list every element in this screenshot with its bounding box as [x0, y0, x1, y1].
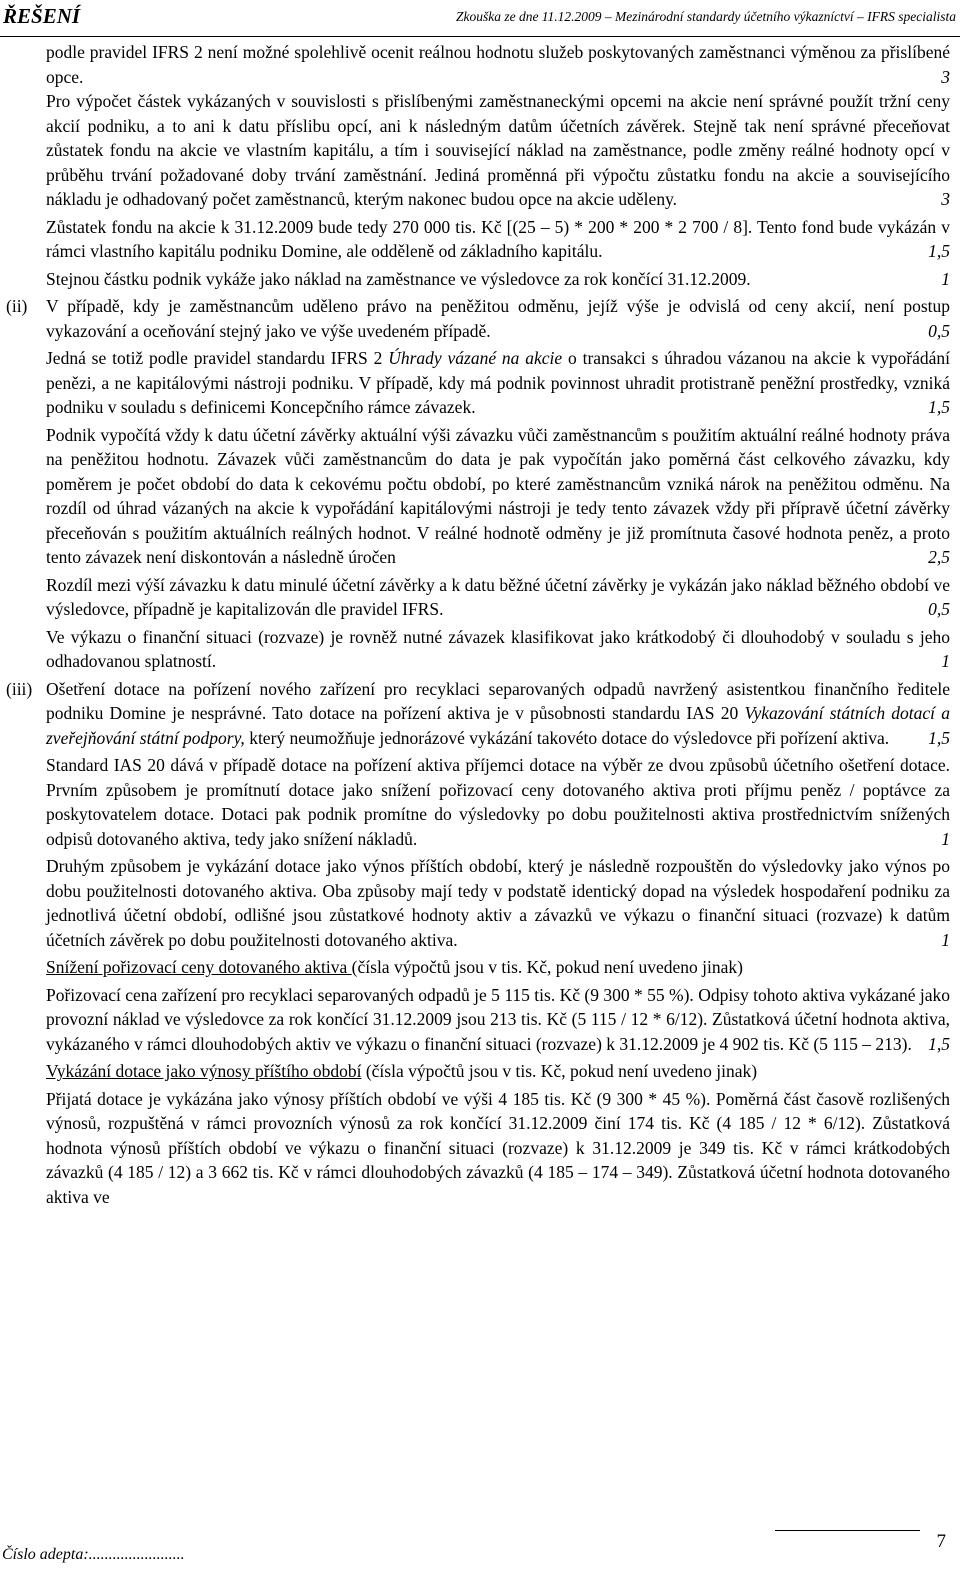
points: 1,5 [928, 1033, 950, 1054]
text: podle pravidel IFRS 2 není možné spolehlivě ocenit reálnou hodnotu služeb poskytovaných zaměstnanci výměnou za přislíbené opce. [46, 42, 950, 87]
text: Podnik vypočítá vždy k datu účetní závěrky aktuální výši závazku vůči zaměstnancům s použitím aktuální reálné hodnoty práva na peněžitou hodnotu. Závazek vůči zaměstnancům do data je pak vypočítán jako poměrná část celkového závazku, kdy poměrem je počet období do data k cekovému počtu období, po které zaměstnancům vzniká nárok na peněžitou odměnu. Na rozdíl od úhrad vázaných na akcie k vypořádání kapitálovými nástroji je tedy tento závazek vždy při přípravě účetní závěrky přeceňován s použitím aktuálních reálných hodnot. V reálné hodnotě odměny je již promítnuta časové hodnota peněz, a proto tento závazek není diskontován a následně úročen [46, 424, 950, 567]
header-exam-info: Zkouška ze dne 11.12.2009 – Mezinárodní standardy účetního výkazníctví – IFRS specialista [455, 9, 956, 24]
points: 1 [941, 929, 950, 950]
points: 0,5 [928, 320, 950, 341]
paragraph [0, 294, 960, 343]
text: Zůstatek fondu na akcie k 31.12.2009 bude tedy 270 000 tis. Kč [(25 – 5) * 200 * 200 * 2 700 / 8]. Tento fond bude vykázán v rámci vlastního kapitálu podniku Domine, ale odděleně od základního kapitálu. [46, 216, 950, 261]
paragraph-text [46, 346, 950, 420]
paragraph [0, 40, 960, 89]
text: Pořizovací cena zařízení pro recyklaci separovaných odpadů je 5 115 tis. Kč (9 300 * 55 %). Odpisy tohoto aktiva vykázané jako provozní náklad ve výsledovce za rok končící 31.12.2009 jsou 213 tis. Kč (5 115 / 12 * 6/12). Zůstatková účetní hodnota aktiva, vykázaného v rámci dlouhodobých aktiv ve výkazu o finanční situaci (rozvaze) k 31.12.2009 je 4 902 tis. Kč (5 115 – 213). [46, 984, 950, 1054]
candidate-number-label: Číslo adepta:........................ [2, 1546, 185, 1563]
paragraph-text [46, 1087, 950, 1210]
paragraph [0, 1087, 960, 1210]
header-divider [0, 36, 960, 37]
text: o transakci s úhradou vázanou na akcie k vypořádání penězi, a ne kapitálovými nástroji podniku. V případě, kdy má podnik povinnost uhradit protistraně peněžní prostředky, vzniká podniku v souladu s definicemi Koncepčního rámce závazek. [46, 348, 950, 417]
paragraph [0, 346, 960, 420]
paragraph [0, 267, 960, 292]
points: 3 [941, 189, 950, 209]
paragraph [0, 983, 960, 1057]
points: 2,5 [928, 547, 950, 567]
paragraph [0, 753, 960, 851]
paragraph [0, 573, 960, 622]
section-heading [0, 955, 960, 980]
points: 1,5 [928, 727, 950, 748]
section-heading [0, 1059, 960, 1084]
points: 0,5 [928, 599, 950, 619]
points: 1 [941, 268, 950, 289]
points: 1,5 [928, 241, 950, 261]
text: který neumožňuje jednorázové vykázání takovéto dotace do výsledovce při pořízení aktiva. [244, 727, 890, 748]
points: 1 [941, 651, 950, 671]
standard-title: Úhrady vázané na akcie [388, 348, 563, 368]
text: Přijatá dotace je vykázána jako výnosy příštích období ve výši 4 185 tis. Kč (9 300 * 45 %). Poměrná část časově rozlišených výnosů, rozpuštěná v rámci provozních výnosů za rok končící 31.12.2009 činí 174 tis. Kč (4 185 / 12 * 6/12). Zůstatková hodnota výnosů příštích období ve výkazu o finanční situaci (rozvaze) k 31.12.2009 je 349 tis. Kč v rámci krátkodobých závazků (4 185 / 12) a 3 662 tis. Kč v rámci dlouhodobých závazků (4 185 – 174 – 349). Zůstatková účetní hodnota dotovaného aktiva ve [46, 1088, 950, 1207]
text: (čísla výpočtů jsou v tis. Kč, pokud není uvedeno jinak) [361, 1061, 758, 1081]
paragraph-text [46, 1059, 950, 1084]
paragraph-text [46, 294, 950, 343]
paragraph-text [46, 89, 950, 212]
points: 1,5 [928, 397, 950, 417]
text: (čísla výpočtů jsou v tis. Kč, pokud není uvedeno jinak) [351, 957, 743, 977]
paragraph-text [46, 677, 950, 751]
paragraph-text [46, 753, 950, 851]
paragraph [0, 89, 960, 212]
paragraph-text [46, 573, 950, 622]
footer-divider [775, 1530, 920, 1531]
document-body [0, 40, 960, 1209]
item-label: (ii) [6, 296, 28, 316]
heading-underlined: Snížení pořizovací ceny dotovaného aktiva [46, 957, 352, 977]
text: Jedná se totiž podle pravidel standardu IFRS 2 [46, 348, 389, 368]
text: Stejnou částku podnik vykáže jako náklad na zaměstnance ve výsledovce za rok končící 31.12.2009. [46, 268, 751, 289]
page-header [0, 0, 960, 40]
paragraph [0, 854, 960, 952]
text: V případě, kdy je zaměstnancům uděleno právo na peněžitou odměnu, jejíž výše je odvislá od ceny akcií, není postup vykazování a oceňování stejný jako ve výše uvedeném případě. [46, 296, 950, 341]
text: Rozdíl mezi výší závazku k datu minulé účetní závěrky a k datu běžné účetní závěrky je vykázán jako náklad běžného období ve výsledovce, případně je kapitalizován dle pravidel IFRS. [46, 574, 950, 619]
paragraph [0, 677, 960, 751]
standard-title: Vykazování státních dotací a zveřejňování státní podpory, [46, 703, 950, 748]
page-number: 7 [936, 1531, 946, 1552]
paragraph-text [46, 267, 950, 292]
paragraph-text [46, 40, 950, 89]
text: Standard IAS 20 dává v případě dotace na pořízení aktiva příjemci dotace na výběr ze dvou způsobů účetního ošetření dotace. Prvním způsobem je promítnutí dotace jako snížení pořizovací ceny dotovaného aktiva proti příjmu peněz / poptávce za poskytovatelem dotace. Dotaci pak podnik promítne do výsledovky po dobu použitelnosti aktiva prostřednictvím snížených odpisů dotovaného aktiva, tedy jako snížení nákladů. [46, 755, 950, 849]
paragraph-text [46, 215, 950, 264]
paragraph-text [46, 625, 950, 674]
item-label: (iii) [6, 678, 33, 699]
paragraph-text [46, 955, 950, 980]
paragraph-text [46, 983, 950, 1057]
paragraph-text [46, 854, 950, 952]
paragraph [0, 423, 960, 570]
points: 3 [941, 66, 950, 87]
paragraph [0, 215, 960, 264]
text: Druhým způsobem je vykázání dotace jako výnos příštích období, který je následně rozpouštěn do výsledovky jako výnos po dobu použitelnosti dotovaného aktiva. Oba způsoby mají tedy v podstatě identický dopad na výsledek hospodaření podniku za jednotlivá účetní období, odlišné jsou zůstatkové hodnoty aktiv a závazků ve výkazu o finanční situaci (rozvaze) k datům účetních závěrek po dobu použitelnosti dotovaného aktiva. [46, 856, 950, 950]
points: 1 [941, 828, 950, 849]
text: Ve výkazu o finanční situaci (rozvaze) je rovněž nutné závazek klasifikovat jako krátkodobý či dlouhodobý v souladu s jeho odhadovanou splatností. [46, 626, 950, 671]
paragraph-text [46, 423, 950, 570]
heading-underlined: Vykázání dotace jako výnosy příštího období [46, 1061, 362, 1081]
text: Ošetření dotace na pořízení nového zařízení pro recyklaci separovaných odpadů navržený asistentkou finančního ředitele podniku Domine je nesprávné. Tato dotace na pořízení aktiva je v působnosti standardu IAS 20 [46, 678, 950, 723]
text: Pro výpočet částek vykázaných v souvislosti s přislíbenými zaměstnaneckými opcemi na akcie není správné použít tržní ceny akcií podniku, a to ani k datu příslibu opcí, ani k následným datům účetních závěrek. Stejně tak není správné přeceňovat zůstatek fondu na akcie ve vlastním kapitálu, a tím i související náklad na zaměstnance, podle změny reálné hodnoty opcí v průběhu trvání požadované doby trvání zaměstnání. Jediná proměnná při výpočtu zůstatku fondu na akcie a souvisejícího nákladu je odhadovaný počet zaměstnanců, kterým nakonec budou opce na akcie uděleny. [46, 91, 950, 209]
paragraph [0, 625, 960, 674]
header-title: ŘEŠENÍ [3, 4, 81, 28]
